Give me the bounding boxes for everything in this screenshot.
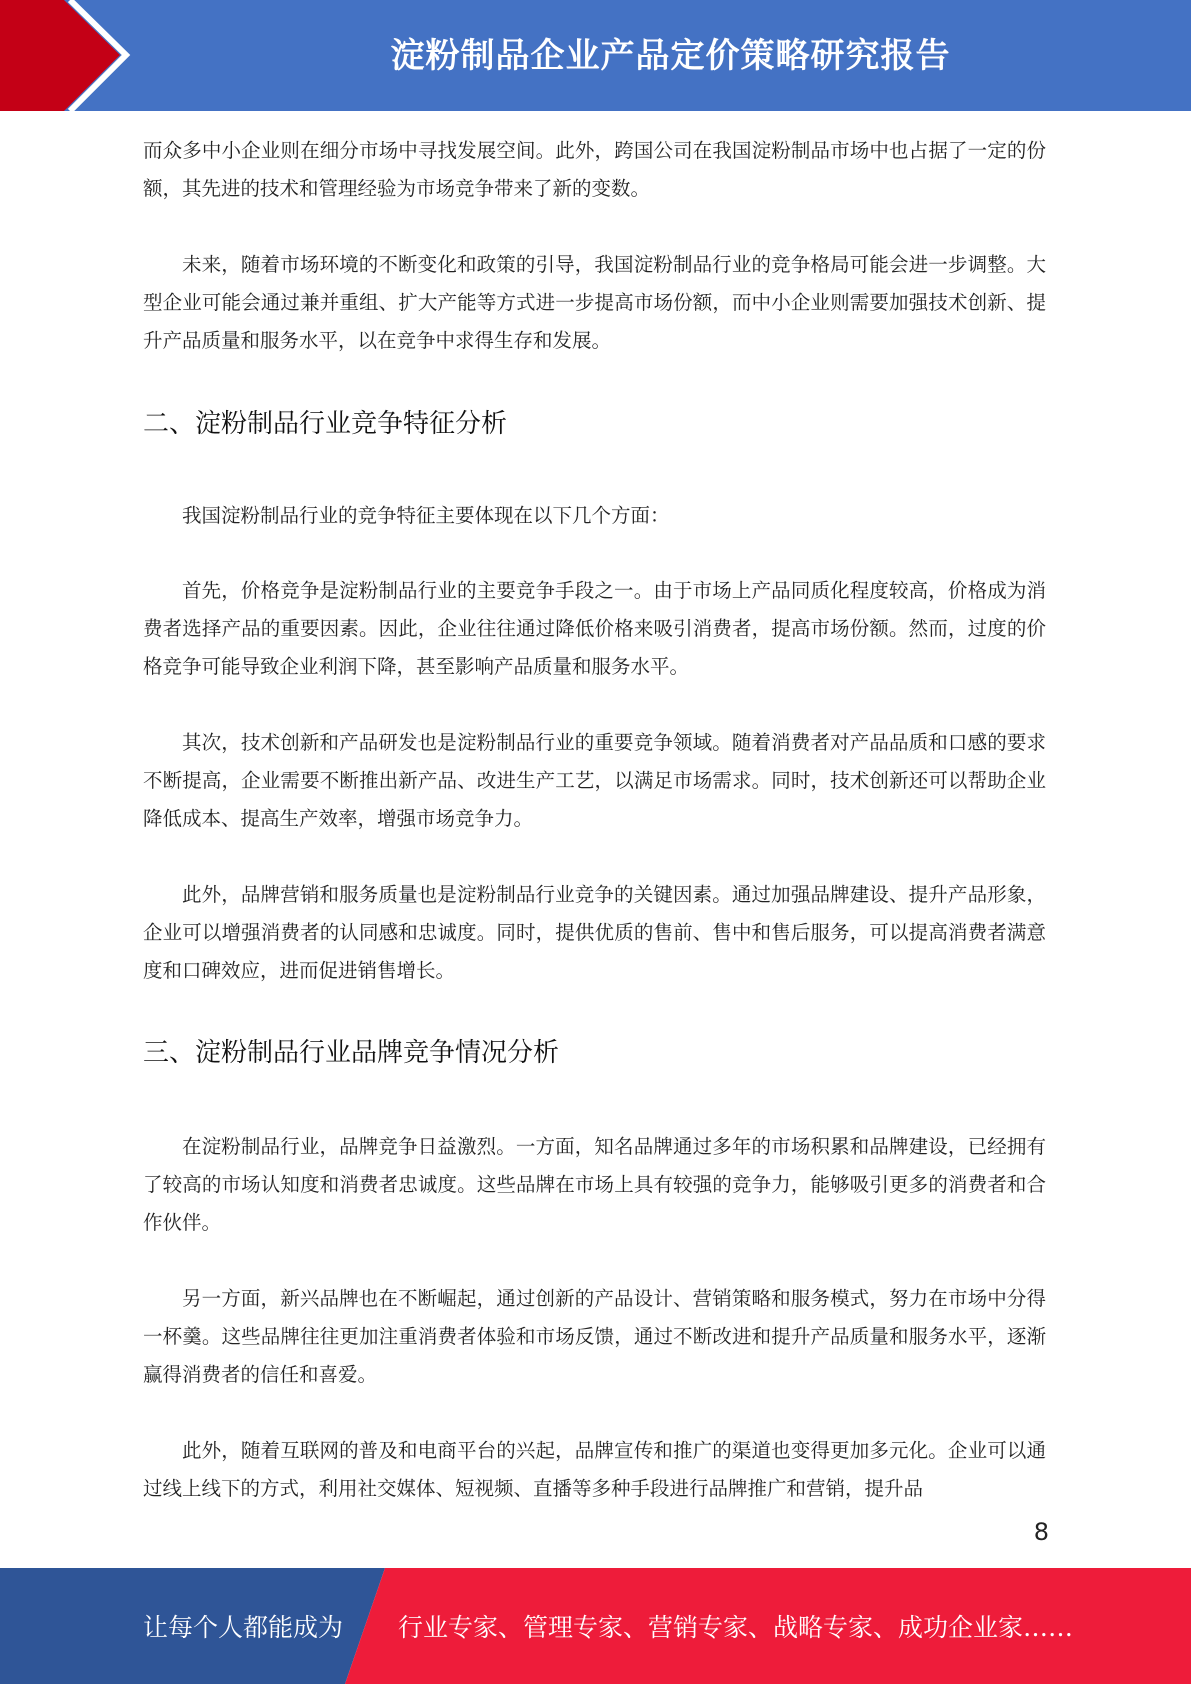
- paragraph: 其次，技术创新和产品研发也是淀粉制品行业的重要竞争领域。随着消费者对产品品质和口感的要求不断提高，企业需要不断推出新产品、改进生产工艺，以满足市场需求。同时，技术创新还可以帮助企业降低成本、提高生产效率，增强市场竞争力。: [143, 731, 1046, 830]
- footer-slogan-right: 行业专家、管理专家、营销专家、战略专家、成功企业家……: [398, 1613, 1074, 1642]
- report-title: 淀粉制品企业产品定价策略研究报告: [390, 35, 951, 76]
- red-arrow-decoration: [0, 0, 150, 111]
- footer-slogan-left: 让每个人都能成为: [143, 1613, 344, 1642]
- paragraph: 此外，品牌营销和服务质量也是淀粉制品行业竞争的关键因素。通过加强品牌建设、提升产品形象，企业可以增强消费者的认同感和忠诚度。同时，提供优质的售前、售中和售后服务，可以提高消费者满意度和口碑效应，进而促进销售增长。: [143, 883, 1046, 982]
- page-body: [143, 132, 1046, 1508]
- paragraph: 未来，随着市场环境的不断变化和政策的引导，我国淀粉制品行业的竞争格局可能会进一步调整。大型企业可能会通过兼并重组、扩大产能等方式进一步提高市场份额，而中小企业则需要加强技术创新、提升产品质量和服务水平，以在竞争中求得生存和发展。: [143, 253, 1046, 352]
- paragraph: 我国淀粉制品行业的竞争特征主要体现在以下几个方面：: [182, 504, 670, 527]
- page-header: [0, 0, 1191, 111]
- paragraph: 首先，价格竞争是淀粉制品行业的主要竞争手段之一。由于市场上产品同质化程度较高，价格成为消费者选择产品的重要因素。因此，企业往往通过降低价格来吸引消费者，提高市场份额。然而，过度的价格竞争可能导致企业利润下降，甚至影响产品质量和服务水平。: [143, 579, 1046, 678]
- paragraph: 此外，随着互联网的普及和电商平台的兴起，品牌宣传和推广的渠道也变得更加多元化。企业可以通过线上线下的方式，利用社交媒体、短视频、直播等多种手段进行品牌推广和营销，提升品: [143, 1439, 1046, 1500]
- paragraph: 在淀粉制品行业，品牌竞争日益激烈。一方面，知名品牌通过多年的市场积累和品牌建设，已经拥有了较高的市场认知度和消费者忠诚度。这些品牌在市场上具有较强的竞争力，能够吸引更多的消费者和合作伙伴。: [143, 1135, 1046, 1234]
- paragraph: 而众多中小企业则在细分市场中寻找发展空间。此外，跨国公司在我国淀粉制品市场中也占据了一定的份额，其先进的技术和管理经验为市场竞争带来了新的变数。: [143, 139, 1046, 200]
- section-heading-3: 三、淀粉制品行业品牌竞争情况分析: [143, 1038, 560, 1068]
- section-heading-2: 二、淀粉制品行业竞争特征分析: [143, 409, 508, 439]
- page-number: 8: [1033, 1518, 1049, 1546]
- page-footer: [0, 1568, 1191, 1684]
- paragraph: 另一方面，新兴品牌也在不断崛起，通过创新的产品设计、营销策略和服务模式，努力在市场中分得一杯羹。这些品牌往往更加注重消费者体验和市场反馈，通过不断改进和提升产品质量和服务水平，逐渐赢得消费者的信任和喜爱。: [143, 1287, 1046, 1386]
